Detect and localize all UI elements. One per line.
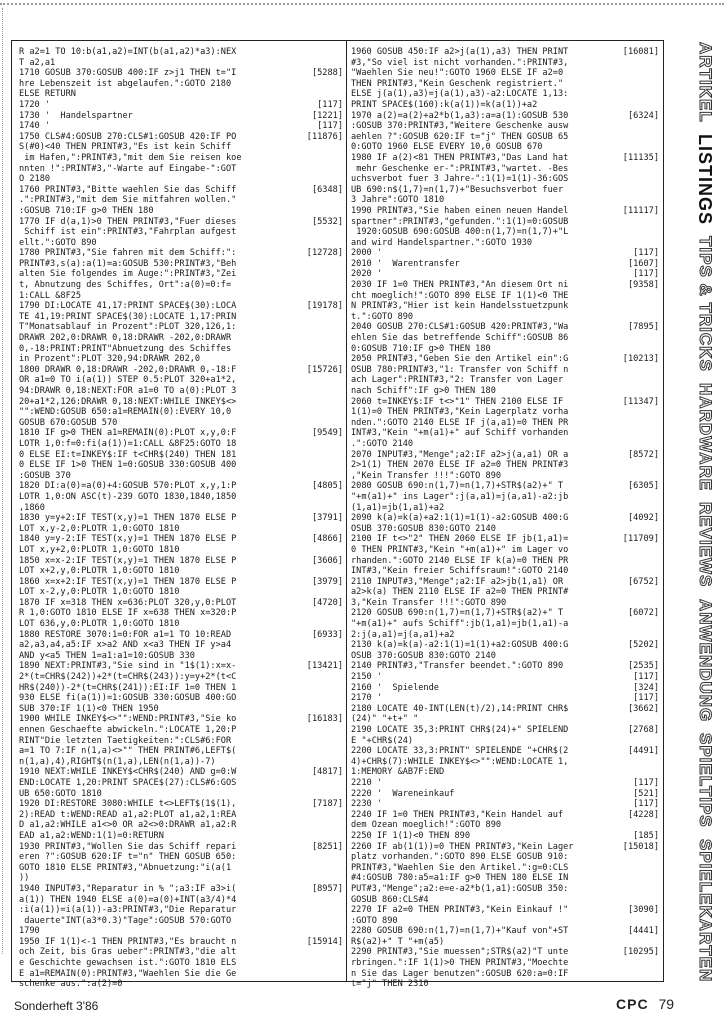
section-tab: TIPS & TRICKS [696,235,715,372]
line-code: 2000 ' [351,248,383,259]
listing-line [351,725,659,746]
line-checksum: [4805] [311,481,343,492]
line-checksum: [4491] [627,746,659,757]
line-checksum: [11135] [622,152,659,163]
listing-line [351,704,659,725]
listing-line [19,937,343,990]
section-tab: ARTIKEL [696,42,715,123]
listing-line [351,269,659,280]
listing-line [351,248,659,259]
line-checksum: [6324] [627,110,659,121]
section-tab: SPIELTIPS [696,732,715,828]
line-code: 1820 DI:a(0)=a(0)+4:GOSUB 570:PLOT x,y,1:P LOTR 1,0:ON ASC(t)-239 GOTO 1830,1840,1850 ,1860 [19,481,237,513]
listing-line [351,450,659,482]
listing-line [351,534,659,576]
listing-line [351,661,659,672]
listing-line [351,831,659,842]
line-code: 1730 ' Handelspartner [19,110,133,121]
line-checksum: [2535] [627,661,659,672]
listing-line [351,810,659,831]
listing-line [19,842,343,884]
line-code: 1960 GOSUB 450:IF a2>j(a(1),a3) THEN PRINT #3,"So viel ist nicht vorhanden.":PRINT#3, "Waehlen Sie neu!":GOTO 1960 ELSE IF a2=0 THEN PRINT#3,"Kein Geschenk registriert." ELSE j(a(1),a3)=j(a(1),a3)-a2:LOCATE 1,13: PRINT SPACE$(160):k(a(1))=k(a(1))+a2 [351,47,569,110]
line-checksum: [6933] [311,629,343,640]
section-tab: REVIEWS [696,502,715,588]
line-code: 2260 IF ab(1(1))=0 THEN PRINT#3,"Kein Lager platz vorhanden.":GOTO 890 ELSE GOSUB 910: PRINT#3,"Waehlen Sie den Artikel.":g=0:CLS #4:GOSUB 780:a5=a1:IF g>0 THEN 180 ELSE IN PUT#3,"Menge";a2:e=e-a2*b(1,a1):GOSUB 350: GOSUB 860:CLS#4 [351,841,574,905]
line-code: 1970 a(2)=a(2)+a2*b(1,a3):a=a(1):GOSUB 530 :GOSUB 370:PRINT#3,"Weitere Geschenke ausw aehlen ?":GOSUB 620:IF t="j" THEN GOSUB 65 0:GOTO 1960 ELSE EVERY 10,0 GOSUB 670 [351,110,569,153]
line-checksum: [117] [633,248,659,259]
line-checksum: [117] [317,99,343,110]
line-code: 1900 WHILE INKEY$<>"":WEND:PRINT#3,"Sie ko ennen Geschaefte abwickeln.":LOCATE 1,20:P RINT"Die letzten Taetigkeiten:":CLS#6:FOR a=1 TO 7:IF n(1,a)<>"" THEN PRINT#6,LEFT$( n(1,a),4),RIGHT$(n(1,a),LEN(n(1,a))-7) [19,714,237,767]
listing-line [351,926,659,947]
line-checksum: [4866] [311,534,343,545]
section-tab: ANWENDUNG [696,598,715,722]
line-checksum: [4720] [311,597,343,608]
line-checksum: [8251] [311,841,343,852]
line-code: 2220 ' Wareneinkauf [351,788,455,799]
listing-line [19,598,343,630]
line-checksum: [11347] [622,396,659,407]
line-code: 1770 IF d(a,1)>0 THEN PRINT#3,"Fuer dieses Schiff ist ein":PRINT#3,"Fahrplan aufgest ellt.":GOTO 890 [19,216,237,248]
line-code: 1830 y=y+2:IF TEST(x,y)=1 THEN 1870 ELSE P LOT x,y-2,0:PLOTR 1,0:GOTO 1810 [19,513,237,534]
listing-line [19,68,343,100]
listing-line [351,280,659,322]
line-code: 2150 ' [351,672,383,683]
listing-line [351,153,659,206]
listing-line [351,259,659,270]
line-checksum: [117] [633,693,659,704]
line-code: 1990 PRINT#3,"Sie haben einen neuen Handel spartner":PRINT#3,"gefunden.":1(1)=0:GOSUB 1920:GOSUB 690:GOSUB 400:n(1,7)=n(1,7)+"L and wird Handelspartner.":GOTO 1930 [351,205,569,248]
line-code: 1810 IF g>0 THEN a1=REMAIN(0):PLOT x,y,0:F LOTR 1,0:f=0:fi(a(1))=1:CALL &8F25:GOTO 18 0 ELSE EI:t=INKEY$:IF t<CHR$(240) THEN 181 0 ELSE IF 1>0 THEN 1=0:GOSUB 330:GOSUB 400 :GOSUB 370 [19,428,237,481]
line-code: 2280 GOSUB 690:n(1,7)=n(1,7)+"Kauf von"+ST R$(a2)+" T "+m(a5) [351,926,569,947]
listing-line [351,640,659,661]
listing-line [351,322,659,354]
line-checksum: [5202] [627,640,659,651]
footer-brand: CPC [616,996,649,1012]
listing-line [19,248,343,301]
listing-line [351,672,659,683]
column-divider [346,41,347,981]
listing-line [351,354,659,396]
listing-line [19,799,343,841]
listing-line [351,746,659,778]
line-checksum: [6348] [311,184,343,195]
line-code: R a2=1 TO 10:b(a1,a2)=INT(b(a1,a2)*a3):NEX T a2,a1 [19,47,237,68]
listing-line [19,884,343,937]
line-checksum: [117] [633,269,659,280]
line-checksum: [117] [633,777,659,788]
line-checksum: [9358] [627,280,659,291]
line-checksum: [4092] [627,513,659,524]
listing-line [19,301,343,365]
footer-page-info [616,996,674,1012]
listing-line [19,513,343,534]
line-code: 1790 DI:LOCATE 41,17:PRINT SPACE$(30):LOCA TE 41,19:PRINT SPACE$(30):LOCATE 1,17:PRIN T"Monatsablauf in Prozent":PLOT 320,126,1: DRAWR 202,0:DRAWR 0,18:DRAWR -202,0:DRAWR 0,-18:PRINT:PRINT"Abnuetzung des Schiffes in Prozent":PLOT 320,94:DRAWR 202,0 [19,301,237,365]
line-checksum: [4228] [627,809,659,820]
listing-line [351,693,659,704]
line-code: 2080 GOSUB 690:n(1,7)=n(1,7)+STR$(a2)+" T "+m(a1)+" ins Lager":j(a,a1)=j(a,a1)-a2:jb (1,a1)=jb(1,a1)+a2 [351,481,569,513]
line-code: 2250 IF 1(1)<0 THEN 890 [351,830,470,841]
line-code: 1800 DRAWR 0,18:DRAWR -202,0:DRAWR 0,-18:F OR a1=0 TO i(a(1)) STEP 0.5:PLOT 320+a1*2, 94:DRAWR 0,18:NEXT:FOR a1=0 TO a(0):PLOT 3 20+a1*2,126:DRAWR 0,18:NEXT:WHILE INKEY$<> "":WEND:GOSUB 650:a1=REMAIN(0):EVERY 10,0 GOSUB 670:GOSUB 570 [19,364,237,428]
line-code: 1760 PRINT#3,"Bitte waehlen Sie das Schiff .":PRINT#3,"mit dem Sie mitfahren wollen." :GOSUB 710:IF g>0 THEN 180 [19,184,237,216]
line-code: 2120 GOSUB 690:n(1,7)=n(1,7)+STR$(a2)+" T "+m(a1)+" aufs Schiff":jb(1,a1)=jb(1,a1)-a 2:j(a,a1)=j(a,a1)+a2 [351,608,569,640]
line-checksum: [15914] [306,936,343,947]
line-checksum: [3606] [311,555,343,566]
line-checksum: [8957] [311,883,343,894]
listing-line [351,577,659,609]
line-code: 2210 ' [351,777,383,788]
listing-line [351,206,659,248]
listing-line [19,556,343,577]
line-code: 1890 NEXT:PRINT#3,"Sie sind in "1$(1):x=x- 2*(t=CHR$(242))+2*(t=CHR$(243)):y=y+2*(t<C HR$(240))-2*(t=CHR$(241)):EI:IF 1=0 THEN 1 930 ELSE fi(a(1))=1:GOSUB 330:GOSUB 400:GO SUB 370:IF 1(1)<0 THEN 1950 [19,661,237,714]
line-checksum: [2768] [627,725,659,735]
listing-line [351,397,659,450]
line-code: 1870 IF x=318 THEN x=636:PLOT 320,y,0:PLOT R 1,0:GOTO 1810 ELSE IF x=638 THEN x=320:P LOT 636,y,0:PLOTR 1,0:GOTO 1810 [19,597,237,630]
line-code: 1840 y=y-2:IF TEST(x,y)=1 THEN 1870 ELSE P LOT x,y+2,0:PLOTR 1,0:GOTO 1810 [19,534,237,555]
line-code: 1710 GOSUB 370:GOSUB 400:IF z>j1 THEN t="I hre Lebenszeit ist abgelaufen.":GOTO 2180 ELSE RETURN [19,68,237,100]
line-checksum: [11117] [622,205,659,216]
line-checksum: [16081] [622,47,659,57]
listing-line [19,185,343,217]
listing-line [351,608,659,640]
line-checksum: [5532] [311,216,343,227]
line-checksum: [9549] [311,428,343,439]
line-checksum: [3791] [311,513,343,524]
line-checksum: [117] [633,799,659,810]
listing-frame [11,40,664,990]
line-code: 2100 IF t<>"2" THEN 2060 ELSE IF jb(1,a1)= 0 THEN PRINT#3,"Kein "+m(a1)+" im Lager vo rhanden.":GOTO 2140 ELSE IF k(a)=0 THEN PR INT#3,"Kein freier Schiffsraum!":GOTO 2140 [351,534,569,577]
line-checksum: [1221] [311,110,343,121]
listing-line [351,778,659,789]
line-code: 2200 LOCATE 33,3:PRINT" SPIELENDE "+CHR$(2 4)+CHR$(7):WHILE INKEY$<>"":WEND:LOCATE 1, 1:MEMORY &AB7F:END [351,746,569,778]
line-code: 2010 ' Warentransfer [351,258,460,269]
line-code: 2090 k(a)=k(a)+a2:1(1)=1(1)-a2:GOSUB 400:G OSUB 370:GOSUB 830:GOTO 2140 [351,513,569,534]
line-checksum: [185] [633,830,659,841]
listing-line [19,767,343,799]
page-number: 79 [658,996,675,1012]
line-code: 2030 IF 1=0 THEN PRINT#3,"An diesem Ort ni cht moeglich!":GOTO 890 ELSE IF 1(1)<0 THE N PRINT#3,"Hier ist kein Handelsstuetzpunk t.":GOTO 890 [351,280,569,322]
listing-column-left [19,47,343,990]
line-checksum: [15726] [306,364,343,375]
line-code: 2290 PRINT#3,"Sie muessen";STR$(a2)"T unte rbringen.":IF 1(1)>0 THEN PRINT#3,"Moechte n Sie das Lager benutzen":GOSUB 620:a=0:IF t="j" THEN 2310 [351,947,569,990]
line-code: 2180 LOCATE 40-INT(LEN(t)/2),14:PRINT CHR$ (24)" "+t+" " [351,703,569,725]
line-checksum: [117] [633,672,659,683]
listing-line [19,217,343,249]
line-checksum: [3090] [627,905,659,916]
listing-line [351,842,659,906]
line-code: 2020 ' [351,269,383,280]
listing-line [351,111,659,153]
section-tab: LISTINGS [695,133,715,225]
listing-line [351,947,659,989]
line-code: 2110 INPUT#3,"Menge";a2:IF a2>jb(1,a1) OR a2>k(a) THEN 2110 ELSE IF a2=0 THEN PRINT# 3,"Kein Transfer !!!":GOTO 890 [351,576,569,608]
line-checksum: [117] [317,121,343,132]
line-checksum: [3979] [311,576,343,587]
listing-column-right [351,47,659,990]
line-code: 1950 IF 1(1)<-1 THEN PRINT#3,"Es braucht n och Zeit, bis Gras ueber":PRINT#3,"die alt e Geschichte gewachsen ist.":GOTO 1810 ELS E a1=REMAIN(0):PRINT#3,"Waehlen Sie die Ge schenke aus.":a(2)=0 [19,936,237,990]
line-checksum: [11876] [306,131,343,142]
line-code: 1910 NEXT:WHILE INKEY$<CHR$(240) AND g=0:W END:LOCATE 1,20:PRINT SPACE$(27):CLS#6:GOS UB 650:GOTO 1810 [19,767,237,799]
listing-line [19,132,343,185]
listing-line [19,365,343,429]
listing-line [19,661,343,714]
line-checksum: [8572] [627,449,659,460]
listing-line [351,683,659,694]
line-code: 1780 PRINT#3,"Sie fahren mit dem Schiff:": PRINT#3,s(a):a(1)=a:GOSUB 530:PRINT#3,"Beh alten Sie folgendes im Auge:":PRINT#3,"Zei t, Abnutzung des Schiffes, Ort":a(0)=0:f= 1:CALL &8F25 [19,248,237,301]
section-tabs [672,42,716,982]
listing-line [19,534,343,555]
line-checksum: [11709] [622,534,659,545]
line-code: 2270 IF a2=0 THEN PRINT#3,"Kein Einkauf !" :GOTO 890 [351,905,569,926]
line-code: 1860 x=x+2:IF TEST(x,y)=1 THEN 1870 ELSE P LOT x-2,y,0:PLOTR 1,0:GOTO 1810 [19,576,237,598]
line-code: 2050 PRINT#3,"Geben Sie den Artikel ein":G OSUB 780:PRINT#3,"1: Transfer von Schiff n ach Lager":PRINT#3,"2: Transfer von Lager nach Schiff":IF g>0 THEN 180 [351,354,569,396]
listing-line [19,481,343,513]
line-code: 2060 t=INKEY$:IF t<>"1" THEN 2100 ELSE IF 1(1)=0 THEN PRINT#3,"Kein Lagerplatz vorha nden.":GOTO 2140 ELSE IF j(a,a1)=0 THEN PR INT#3,"Kein "+m(a1)+" auf Schiff vorhanden .":GOTO 2140 [351,396,569,449]
line-checksum: [6305] [627,481,659,492]
line-checksum: [1607] [627,258,659,269]
line-code: 1850 x=x-2:IF TEST(x,y)=1 THEN 1870 ELSE P LOT x+2,y,0:PLOTR 1,0:GOTO 1810 [19,555,237,577]
line-code: 2070 INPUT#3,"Menge";a2:IF a2>j(a,a1) OR a 2>1(1) THEN 2070 ELSE IF a2=0 THEN PRINT#3 ,"Kein Transfer !!!":GOTO 890 [351,449,569,481]
line-checksum: [7187] [311,799,343,810]
listing-line [19,577,343,598]
line-code: 1740 ' [19,121,51,132]
line-code: 2140 PRINT#3,"Transfer beendet.":GOTO 890 [351,661,564,672]
listing-line [351,789,659,800]
line-code: 2040 GOSUB 270:CLS#1:GOSUB 420:PRINT#3,"Wa ehlen Sie das betreffende Schiff":GOSUB 86 0:GOSUB 710:IF g>0 THEN 180 [351,322,569,354]
line-code: 2190 LOCATE 35,3:PRINT CHR$(24)+" SPIELEND E "+CHR$(24) [351,725,569,746]
line-code: 1880 RESTORE 3070:1=0:FOR a1=1 TO 10:READ a2,a3,a4,a5:IF x>a2 AND x<a3 THEN IF y>a4 AND y<a5 THEN 1=a1:a1=10:GOSUB 330 [19,629,232,661]
line-code: 1940 INPUT#3,"Reparatur in % ";a3:IF a3>i( a(1)) THEN 1940 ELSE a(0)=a(0)+INT(a3/4)*4 :i(a(1))=i(a(1))-a3:PRINT#3,"Die Reparatur dauerte"INT(a3*0.3)"Tage":GOSUB 570:GOTO 1790 [19,883,237,937]
line-checksum: [10213] [622,354,659,365]
listing-line [19,714,343,767]
listing-line [351,481,659,513]
line-code: 2240 IF 1=0 THEN PRINT#3,"Kein Handel auf dem Ozean moeglich!":GOTO 890 [351,809,564,831]
left-dotted-rule [2,8,3,954]
listing-line [19,111,343,122]
line-code: 2160 ' Spielende [351,682,439,693]
top-dotted-rule [0,3,724,5]
line-checksum: [7895] [627,322,659,333]
line-checksum: [13421] [306,661,343,672]
listing-line [19,428,343,481]
listing-line [351,513,659,534]
footer-issue: Sonderheft 3'86 [14,999,99,1013]
listing-line [19,630,343,662]
line-checksum: [5288] [311,68,343,79]
line-checksum: [3662] [627,703,659,714]
line-checksum: [324] [633,682,659,693]
line-code: 1720 ' [19,99,51,110]
line-code: 1750 CLS#4:GOSUB 270:CLS#1:GOSUB 420:IF PO S(#0)<40 THEN PRINT#3,"Es ist kein Schiff im Hafen,":PRINT#3,"mit dem Sie reisen koe nnten !":PRINT#3,"-Warte auf Eingabe-":GOT O 2180 [19,131,242,185]
line-code: 2170 ' [351,693,383,704]
listing-line [351,47,659,111]
line-checksum: [12728] [306,248,343,259]
section-tab: SPIELEKARTEN [696,838,715,982]
line-code: 1980 IF a(2)<81 THEN PRINT#3,"Das Land hat mehr Geschenke er-":PRINT#3,"wartet. -Bes uchsverbot fuer 3 Jahre-":1(1)=1(1)-36:GOS UB 690:n$(1,7)=n(1,7)+"Besuchsverbot fuer 3 Jahre":GOTO 1810 [351,152,569,206]
line-checksum: [6752] [627,576,659,587]
listing-line [351,799,659,810]
line-checksum: [4817] [311,767,343,778]
line-code: 1930 PRINT#3,"Wollen Sie das Schiff repari eren ?":GOSUB 620:IF t="n" THEN GOSUB 650: GOTO 1810 ELSE PRINT#3,"Abnuetzung:"i(a(1 )) [19,841,237,884]
line-checksum: [6072] [627,608,659,619]
section-tab: HARDWARE [696,382,715,491]
line-code: 2130 k(a)=k(a)-a2:1(1)=1(1)+a2:GOSUB 400:G OSUB 370:GOSUB 830:GOTO 2140 [351,640,569,661]
line-checksum: [521] [633,788,659,799]
line-checksum: [19178] [306,301,343,312]
line-code: 2230 ' [351,799,383,810]
line-checksum: [15018] [622,841,659,852]
line-checksum: [10295] [622,947,659,958]
listing-line [351,905,659,926]
listing-line [19,100,343,111]
line-checksum: [16183] [306,714,343,725]
listing-line [19,47,343,68]
line-checksum: [4441] [627,926,659,937]
listing-line [19,121,343,132]
line-code: 1920 DI:RESTORE 3080:WHILE t<>LEFT$(1$(1), 2):READ t:WEND:READ a1,a2:PLOT a1,a2,1:REA D a1,a2:WHILE a1<>0 OR a2<>0:DRAWR a1,a2:R EAD a1,a2:WEND:1(1)=0:RETURN [19,799,237,841]
